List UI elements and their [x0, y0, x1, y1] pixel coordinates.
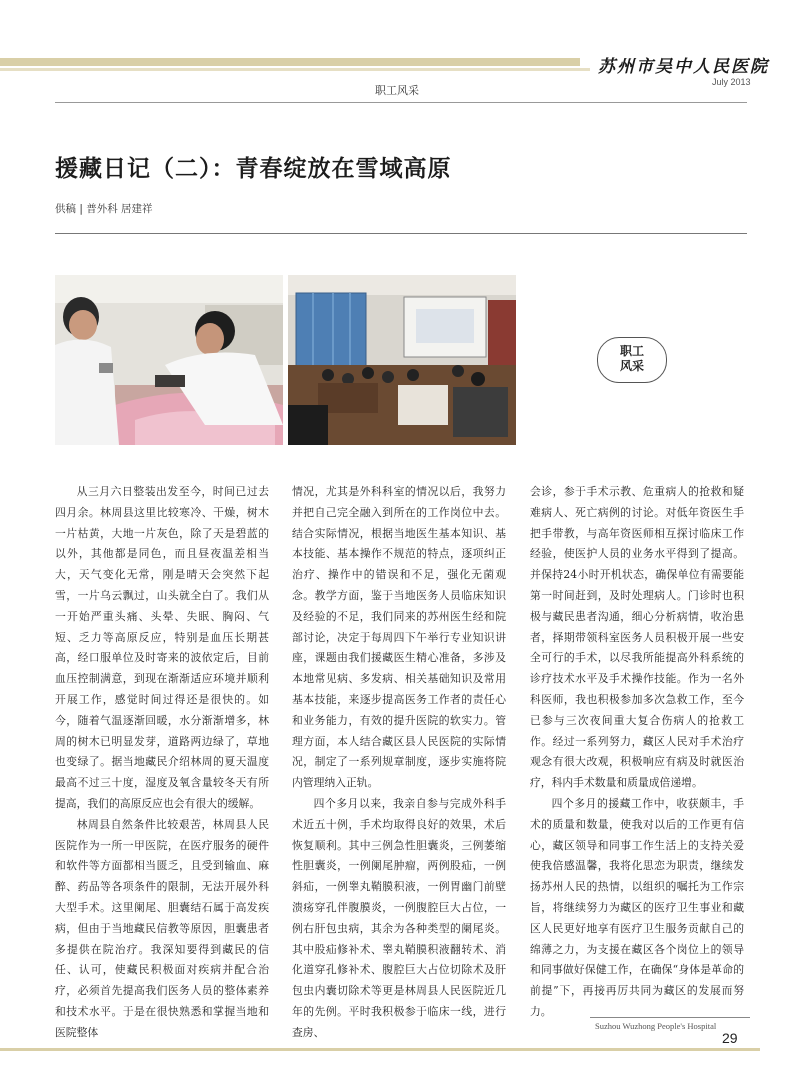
hospital-name: 苏州市吴中人民医院: [598, 57, 769, 77]
issue-date: July 2013: [712, 77, 751, 87]
footer-divider: [590, 1017, 750, 1018]
header-decor-band-thin: [0, 68, 590, 71]
text-column-1: [55, 482, 269, 1044]
article-byline: 供稿 | 普外科 居建祥: [55, 203, 153, 215]
paragraph: 四个多月以来，我亲自参与完成外科手术近五十例，手术均取得良好的效果，术后恢复顺利。其中三例急性胆囊炎，三例萎缩性胆囊炎，一例阑尾肿瘤，两例股疝，一例斜疝，一例睾丸鞘膜积液，一例胃幽门前壁溃疡穿孔伴腹膜炎，一例腹腔巨大占位，一例右肝包虫病，其余为各种类型的阑尾炎。其中股疝修补术、睾丸鞘膜积液翻转术、消化道穿孔修补术、腹腔巨大占位切除术及肝包虫内囊切除术等更是林周县人民医院近几年的先例。平时我积极参于临床一线，进行查房、: [292, 796, 506, 1039]
header-divider: [55, 102, 747, 103]
text-column-2: [292, 482, 506, 1044]
section-label: 职工风采: [375, 84, 419, 97]
photo-lecture-room: [288, 275, 516, 445]
text-column-3: [530, 482, 744, 1023]
footer-hospital-name: Suzhou Wuzhong People's Hospital: [595, 1021, 717, 1031]
section-badge-text: [614, 344, 650, 374]
paragraph: 情况，尤其是外科科室的情况以后，我努力并把自己完全融入到所在的工作岗位中去。结合实际情况，根据当地医生基本知识、基本技能、基本操作不规范的特点，逐项纠正治疗、操作中的错误和不足，强化无菌观念。教学方面，鉴于当地医务人员临床知识及经验的不足，我们同来的苏州医生经和院部讨论，决定于每周四下午举行专业知识讲座，课题由我们援藏医生精心准备，多涉及本地常见病、多发病、相关基础知识及常用基本技能，来逐步提高医务工作者的责任心和业务能力，有效的提升医院的软实力。管理方面，本人结合藏区县人民医院的实际情况，制定了一系列规章制度，逐步实施将院内管理纳入正轨。: [292, 485, 506, 790]
paragraph: 从三月六日整装出发至今，时间已过去四月余。林周县这里比较寒冷、干燥，树木一片枯黄，大地一片灰色，除了天是碧蓝的以外，其他都是同色，而且昼夜温差相当大，天气变化无常，刚是晴天会突然下起雪，一片乌云飘过，山头就全白了。我们从一开始严重头痛、头晕、失眠、胸闷、气短、乏力等高原反应，特别是血压长期甚高，经口服单位及时寄来的波依定后，目前血压控制满意，到现在渐渐适应环境并顺利开展工作，感觉时间过得还是很快的。如今，随着气温逐渐回暖，水分渐渐增多，林周的树木已明显发芽，道路两边绿了，草地也变绿了。据当地藏民介绍林周的夏天温度最高不过三十度，湿度及氧含量较冬天有所提高，我们的高原反应也会有很大的缓解。: [55, 485, 269, 810]
badge-line-2: 风采: [619, 359, 644, 373]
page-number: 29: [722, 1030, 738, 1046]
article-title: 援藏日记（二）：青春绽放在雪域高原: [55, 156, 452, 182]
paragraph: 林周县自然条件比较艰苦，林周县人民医院作为一所一甲医院，在医疗服务的硬件和软件等方面都相当匮乏，且受到输血、麻醉、药品等各项条件的限制，无法开展外科大型手术。这里阑尾、胆囊结石属于高发疾病，但由于当地藏民信教等原因，胆囊患者多提供在院治疗。我深知要得到藏民的信任、认可，使藏民积极面对疾病并配合治疗，必须首先提高我们医务人员的整体素养和技术水平。于是在很快熟悉和掌握当地和医院整体: [55, 817, 269, 1039]
footer-decor-band: [0, 1048, 760, 1051]
paragraph: 会诊，参于手术示教、危重病人的抢救和疑难病人、死亡病例的讨论。对低年资医生手把手带教，与高年资医师相互探讨临床工作经验，使医护人员的业务水平得到了提高。并保持24小时开机状态，确保单位有需要能第一时间赶到，及时处理病人。门诊时也积极与藏民患者沟通，细心分析病情，收治患者，择期带领科室医务人员积极开展一些安全可行的手术，以尽我所能提高外科系统的诊疗技术水平及手术操作技能。作为一名外科医师，我也积极参加多次急救工作，至今已参与三次夜间重大复合伤病人的抢救工作。经过一系列努力，藏区人民对手术治疗观念有很大改观，积极响应有病及时就医治疗，科内手术数量和质量成倍递增。: [530, 485, 744, 790]
title-divider: [55, 233, 747, 234]
badge-line-1: 职工: [619, 344, 644, 358]
photo-ward-exam: [55, 275, 283, 445]
header-decor-band: [0, 58, 580, 66]
paragraph: 四个多月的援藏工作中，收获颇丰，手术的质量和数量，使我对以后的工作更有信心，藏区领导和同事工作生活上的支持关爱使我倍感温馨，我将化思恋为职责，继续发扬苏州人民的热情，以组织的嘱托为工作宗旨，将继续努力为藏区的医疗卫生事业和藏区人民更好地享有医疗卫生服务贡献自己的绵薄之力，为支援在藏区各个岗位上的领导和同事做好保健工作，在确保“身体是革命的前提”下，再接再厉共同为藏区的发展而努力。: [530, 796, 744, 1018]
